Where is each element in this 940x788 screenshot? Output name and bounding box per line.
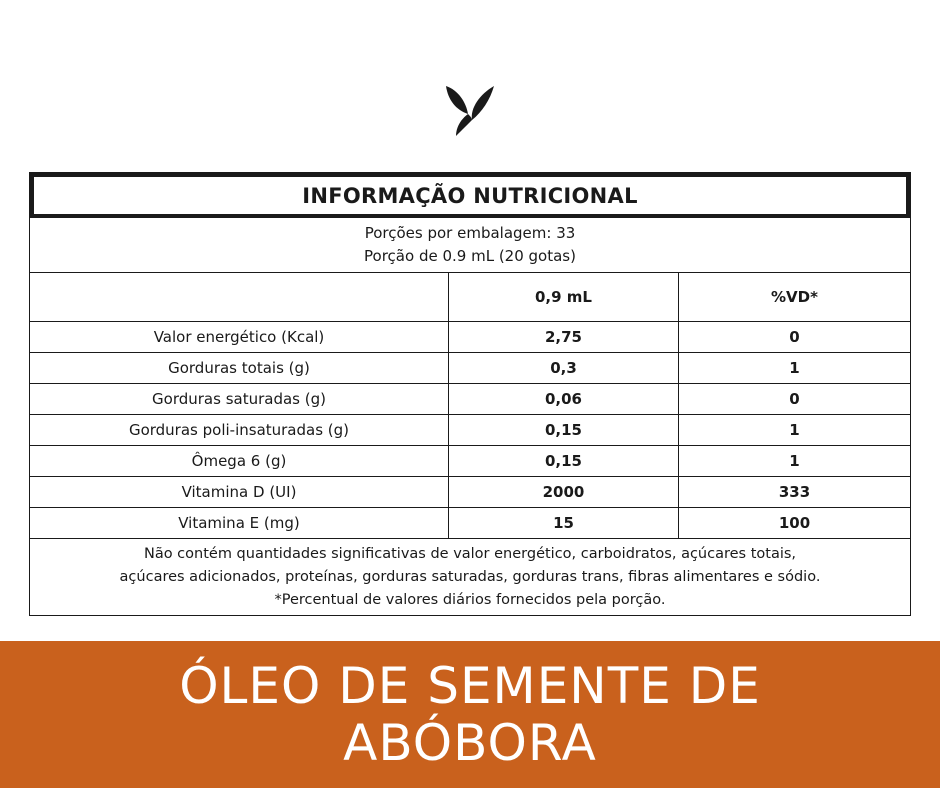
table-row: [30, 384, 910, 415]
table-row: [30, 322, 910, 353]
nutrient-amount: 0,06: [449, 384, 679, 414]
footnote-line-3: *Percentual de valores diários fornecidos pela porção.: [274, 591, 666, 608]
nutrient-dv: 0: [789, 390, 800, 408]
header-amount: 0,9 mL: [449, 273, 679, 321]
nutrient-dv: 100: [778, 514, 811, 532]
table-footnotes: [30, 539, 910, 615]
product-name-line-1: ÓLEO DE SEMENTE DE: [179, 656, 761, 715]
nutrient-amount: 0,15: [449, 446, 679, 476]
nutrient-name: Vitamina E (mg): [30, 508, 449, 538]
nutrient-amount: 0,15: [449, 415, 679, 445]
nutrient-amount: 2,75: [449, 322, 679, 352]
nutrient-dv: 1: [789, 359, 800, 377]
nutrient-dv: 1: [789, 421, 800, 439]
leaf-bird-logo-icon: [444, 80, 496, 138]
serving-info: [30, 218, 910, 273]
header-nutrient: [30, 273, 449, 321]
nutrient-name: Valor energético (Kcal): [30, 322, 449, 352]
nutrient-name: Gorduras saturadas (g): [30, 384, 449, 414]
nutrient-name: Gorduras poli-insaturadas (g): [30, 415, 449, 445]
nutrient-amount: 2000: [449, 477, 679, 507]
product-name-line-2: ABÓBORA: [343, 713, 597, 772]
nutrient-name: Vitamina D (UI): [30, 477, 449, 507]
nutrient-amount: 15: [449, 508, 679, 538]
servings-per-package: Porções por embalagem: 33: [364, 224, 576, 242]
table-row: [30, 477, 910, 508]
portion-size: Porção de 0.9 mL (20 gotas): [364, 247, 576, 265]
table-row: [30, 508, 910, 539]
nutrient-name: Ômega 6 (g): [30, 446, 449, 476]
footnote-line-2: açúcares adicionados, proteínas, gorduras saturadas, gorduras trans, fibras alimentares e sódio.: [119, 568, 821, 585]
nutrient-amount: 0,3: [449, 353, 679, 383]
header-dv: %VD*: [771, 288, 818, 306]
footnote-line-1: Não contém quantidades significativas de valor energético, carboidratos, açúcares totais,: [143, 545, 797, 562]
nutrient-name: Gorduras totais (g): [30, 353, 449, 383]
table-row: [30, 446, 910, 477]
product-name-banner: [0, 641, 940, 788]
nutrient-dv: 333: [778, 483, 811, 501]
table-row: [30, 353, 910, 384]
nutrition-table: [29, 172, 911, 616]
table-row: [30, 415, 910, 446]
nutrient-dv: 0: [789, 328, 800, 346]
header-row: [30, 273, 910, 322]
nutrient-grid: [30, 273, 910, 539]
nutrient-dv: 1: [789, 452, 800, 470]
table-title: INFORMAÇÃO NUTRICIONAL: [30, 173, 910, 218]
